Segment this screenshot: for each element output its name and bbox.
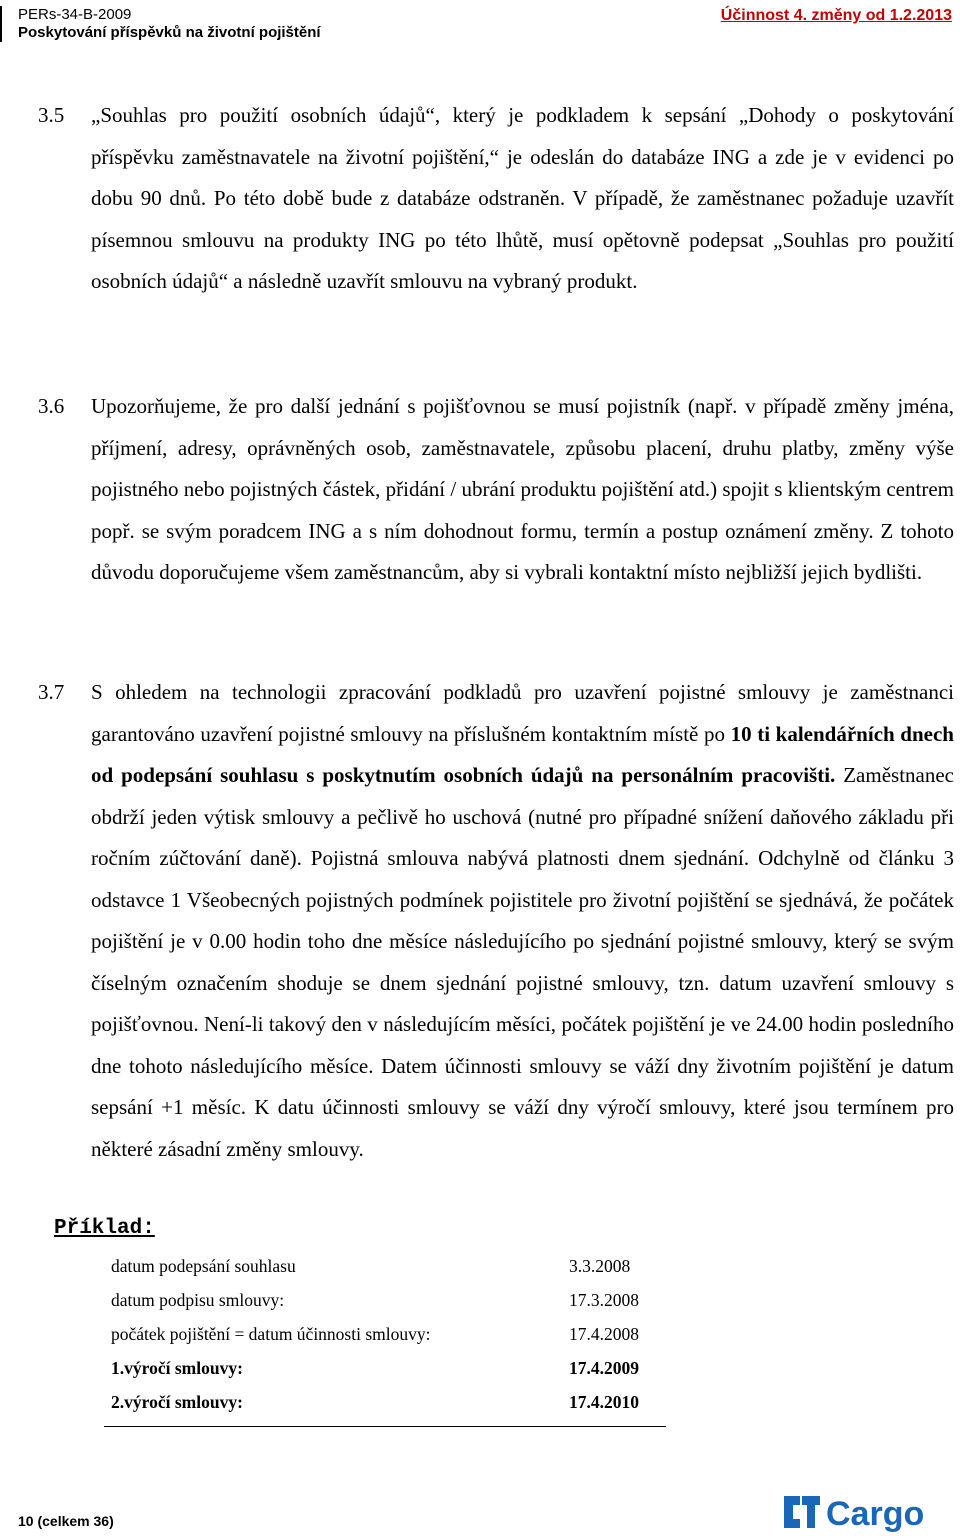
section-number: 3.6 xyxy=(38,394,65,418)
example-label: 2.výročí smlouvy: xyxy=(111,1392,243,1412)
example-value: 17.4.2010 xyxy=(569,1392,639,1412)
section-number: 3.7 xyxy=(38,680,65,704)
example-value: 3.3.2008 xyxy=(569,1256,631,1276)
section-text-part: S ohledem na technologii zpracování podkladů pro uzavření pojistné smlouvy je zaměstnanci garantováno uzavření pojistné smlouvy na příslušném kontaktním místě po xyxy=(91,680,954,746)
example-divider xyxy=(104,1426,666,1427)
example-title: Příklad: xyxy=(54,1217,155,1240)
example-label: datum podepsání souhlasu xyxy=(111,1256,296,1276)
section-number: 3.5 xyxy=(38,103,65,127)
section-text xyxy=(91,672,954,1170)
example-value: 17.4.2008 xyxy=(569,1324,639,1344)
document-id: PERs-34-B-2009 xyxy=(18,6,132,23)
cargo-logo xyxy=(782,1492,956,1532)
section-3-5 xyxy=(38,95,954,303)
section-text: „Souhlas pro použití osobních údajů“, který je podkladem k sepsání „Dohody o poskytování příspěvku zaměstnavatele na životní pojištění,“ je odeslán do databáze ING a zde je v evidenci po dobu 90 dnů. Po této době bude z databáze odstraněn. V případě, že zaměstnanec požaduje uzavřít písemnou smlouvu na produkty ING po této lhůtě, musí opětovně podepsat „Souhlas pro použití osobních údajů“ a následně uzavřít smlouvu na vybraný produkt. xyxy=(91,103,954,293)
section-text-part: Zaměstnanec obdrží jeden výtisk smlouvy a pečlivě ho uschová (nutné pro případné snížení daňového základu při ročním zúčtování daně). Pojistná smlouva nabývá platnosti dnem sjednání. Odchylně od článku 3 odstavce 1 Všeobecných pojistných podmínek pojistitele pro životní pojištění se sjednává, že počátek pojištění je v 0.00 hodin toho dne měsíce následujícího po sjednání pojistné smlouvy, který se svým číselným označením shoduje se dnem sjednání pojistné smlouvy, tzn. datum uzavření smlouvy s pojišťovnou. Není-li takový den v následujícím měsíci, počátek pojištění je ve 24.00 hodin posledního dne tohoto následujícího měsíce. Datem účinnosti smlouvy se váží dny životním pojištění je datum sepsání +1 měsíc. K datu účinnosti smlouvy se váží dny výročí smlouvy, které jsou termínem pro některé zásadní změny smlouvy. xyxy=(91,763,954,1161)
effective-date: Účinnost 4. změny od 1.2.2013 xyxy=(720,7,952,24)
section-3-7 xyxy=(38,672,954,1170)
page-number: 10 (celkem 36) xyxy=(18,1513,114,1529)
example-label: 1.výročí smlouvy: xyxy=(111,1358,243,1378)
section-text: Upozorňujeme, že pro další jednání s pojišťovnou se musí pojistník (např. v případě změny jména, příjmení, adresy, oprávněných osob, zaměstnavatele, způsobu placení, druhu platby, změny výše pojistného nebo pojistných částek, přidání / ubrání produktu pojištění atd.) spojit s klientským centrem popř. se svým poradcem ING a s ním dohodnout formu, termín a postup oznámení změny. Z tohoto důvodu doporučujeme všem zaměstnancům, aby si vybrali kontaktní místo nejbližší jejich bydlišti. xyxy=(91,394,954,584)
cargo-logo-mark xyxy=(784,1496,820,1528)
section-3-6 xyxy=(38,386,954,594)
example-label: počátek pojištění = datum účinnosti smlouvy: xyxy=(111,1324,431,1344)
cargo-logo-text: Cargo xyxy=(826,1495,925,1532)
example-label: datum podpisu smlouvy: xyxy=(111,1290,285,1310)
document-title: Poskytování příspěvků na životní pojištění xyxy=(18,24,321,41)
header-rule xyxy=(0,6,2,42)
section-text-emphasis: 10 ti kalendářních dnech od podepsání souhlasu s poskytnutím osobních údajů na personálním pracovišti. xyxy=(91,721,954,787)
example-value: 17.4.2009 xyxy=(569,1358,639,1378)
example-value: 17.3.2008 xyxy=(569,1290,639,1310)
